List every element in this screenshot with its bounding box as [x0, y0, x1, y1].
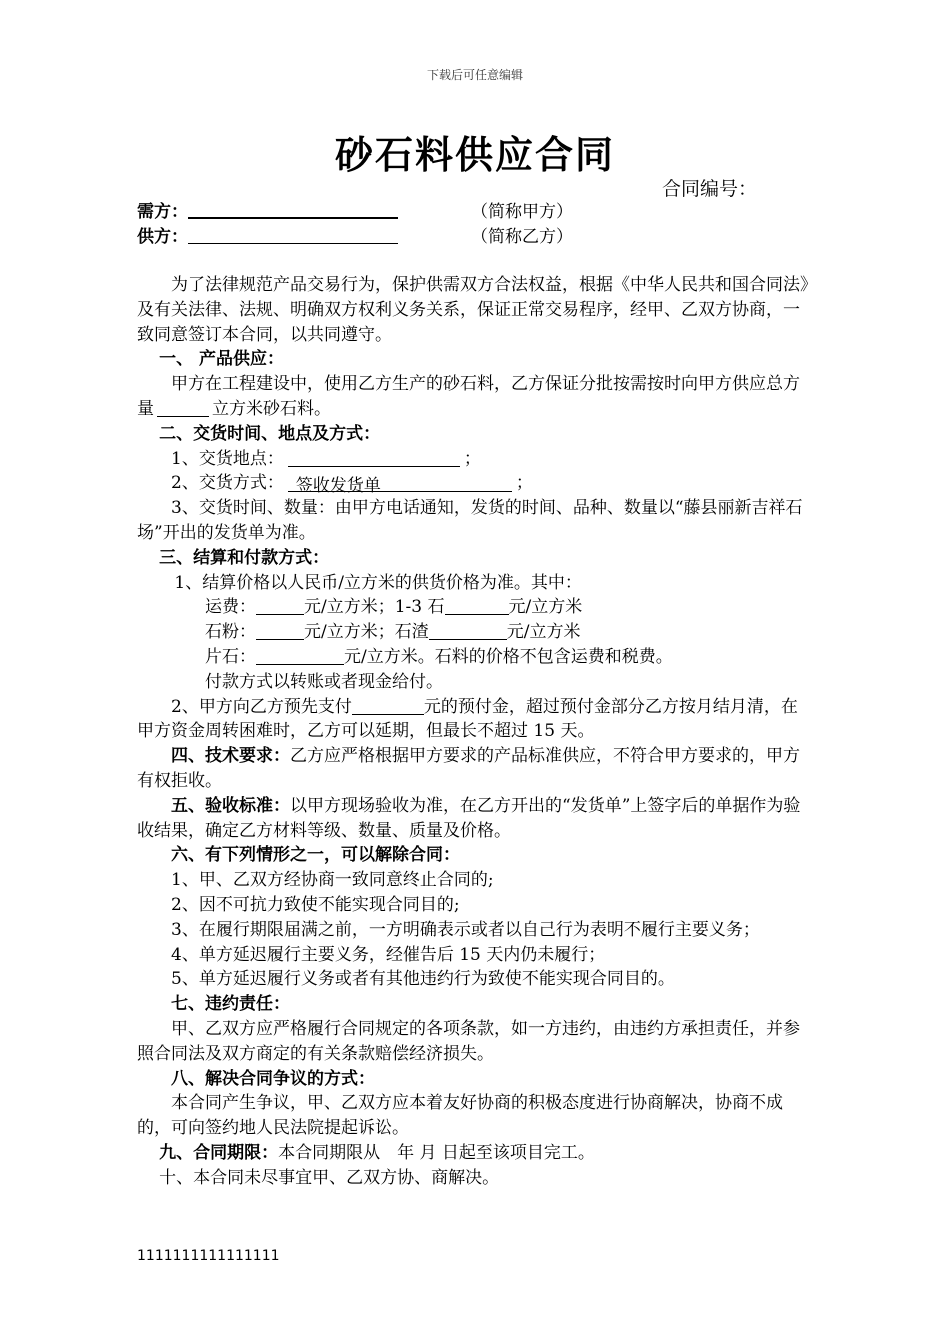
contract-body: [137, 273, 809, 1190]
section-4: [137, 744, 809, 794]
slag-price-field[interactable]: [429, 621, 507, 640]
section-8-text: 本合同产生争议，甲、乙双方应本着友好协商的积极态度进行协商解决，协商不成的，可向签约地人民法院提起诉讼。: [137, 1093, 783, 1139]
freight-label: 运费：: [205, 597, 256, 618]
section-10: [137, 1166, 809, 1191]
seller-line: [137, 225, 573, 249]
section-1-text-b: 立方米砂石料。: [212, 398, 331, 419]
section-5-heading: 五、验收标准：: [171, 795, 290, 816]
section-7-heading: 七、违约责任：: [171, 994, 290, 1015]
delivery-location-end: ；: [463, 448, 481, 469]
powder-unit: 元/立方米；: [304, 622, 395, 643]
contract-number-label: 合同编号：: [662, 178, 758, 200]
stone-13-price-field[interactable]: [445, 596, 509, 615]
flake-line: [137, 645, 809, 670]
slag-unit: 元/立方米: [506, 622, 581, 643]
section-4-heading: 四、技术要求：: [171, 746, 290, 767]
section-7-text: 甲、乙双方应严格履行合同规定的各项条款，如一方违约，由违约方承担责任，并参照合同法及双方商定的有关条款赔偿经济损失。: [137, 1018, 800, 1064]
powder-price-field[interactable]: [256, 621, 304, 640]
termination-item-4: 4、单方延迟履行主要义务，经催告后 15 天内仍未履行；: [171, 944, 606, 965]
section-9-text: 本合同期限从 年 月 日起至该项目完工。: [278, 1142, 595, 1163]
powder-label: 石粉：: [205, 622, 256, 643]
flake-price-field[interactable]: [256, 646, 344, 665]
section-1-text-a: 甲方在工程建设中，使用乙方生产的砂石料，乙方保证分批按需按时向甲方供应总方量: [137, 374, 800, 419]
buyer-abbr: （简称甲方）: [471, 202, 573, 222]
termination-item-3: 3、在履行期限届满之前，一方明确表示或者以自己行为表明不履行主要义务；: [171, 919, 760, 940]
powder-line: [137, 620, 809, 645]
section-5-text: 以甲方现场验收为准，在乙方开出的“发货单”上签字后的单据作为验收结果，确定乙方材料等级、数量、质量及价格。: [137, 795, 801, 841]
termination-item-1: 1、甲、乙双方经协商一致同意终止合同的;: [171, 870, 494, 891]
stone-13-unit: 元/立方米: [508, 597, 583, 618]
delivery-location-label: 1、交货地点：: [171, 448, 284, 469]
freight-line: [137, 595, 809, 620]
delivery-method-field[interactable]: 签收发货单: [288, 474, 512, 492]
delivery-method-end: ；: [515, 473, 533, 494]
seller-abbr: （简称乙方）: [471, 227, 573, 247]
preamble: 为了法律规范产品交易行为，保护供需双方合法权益，根据《中华人民共和国合同法》及有关法律、法规、明确双方权利义务关系，保证正常交易程序，经甲、乙双方协商，一致同意签订本合同，以共同遵守。: [137, 275, 809, 345]
section-1-heading: 一、 产品供应：: [159, 349, 285, 370]
section-9-heading: 九、合同期限：: [159, 1142, 279, 1163]
section-1-text: [137, 372, 809, 422]
flake-tail: 元/立方米。石料的价格不包含运费和税费。: [344, 646, 673, 667]
termination-item-2: 2、因不可抗力致使不能实现合同目的;: [171, 894, 460, 915]
section-3-heading: 三、结算和付款方式：: [159, 547, 330, 568]
total-volume-field[interactable]: [157, 398, 209, 417]
footer-number: 1111111111111111: [137, 1248, 280, 1264]
prepayment-item: [137, 695, 809, 745]
delivery-time-item: 3、交货时间、数量：由甲方电话通知，发货的时间、品种、数量以“藤县丽新吉祥石场”开出的发货单为准。: [137, 498, 803, 543]
delivery-method-line: [137, 471, 809, 496]
section-9: [137, 1141, 809, 1166]
section-5: [137, 794, 809, 844]
buyer-name-field[interactable]: [188, 201, 398, 219]
delivery-location-line: [137, 447, 809, 472]
section-10-text: 十、本合同未尽事宜甲、乙双方协、商解决。: [159, 1167, 500, 1188]
delivery-location-field[interactable]: [288, 448, 460, 467]
slag-label: 石渣: [394, 622, 429, 643]
section-6-heading: 六、有下列情形之一，可以解除合同：: [171, 845, 460, 866]
document-title: 砂石料供应合同: [334, 132, 615, 177]
stone-13-label: 1-3 石: [394, 597, 445, 618]
prepayment-text-b: 元的预付金，超过预付金部分乙方按月结月清，在甲方资金周转困难时，乙方可以延期，但最长不超过 15 天。: [137, 696, 798, 742]
header-note: 下载后可任意编辑: [426, 68, 523, 82]
buyer-label: 需方：: [137, 202, 188, 222]
section-4-text: 乙方应严格根据甲方要求的产品标准供应，不符合甲方要求的，甲方有权拒收。: [137, 746, 800, 791]
settlement-item-1: 1、结算价格以人民币/立方米的供货价格为准。其中：: [174, 572, 582, 593]
delivery-method-label: 2、交货方式：: [171, 473, 284, 494]
freight-unit: 元/立方米；: [304, 597, 395, 618]
seller-label: 供方：: [137, 227, 188, 247]
termination-item-5: 5、单方延迟履行义务或者有其他违约行为致使不能实现合同目的。: [171, 969, 675, 990]
flake-label: 片石：: [205, 646, 256, 667]
prepayment-text-a: 2、甲方向乙方预先支付: [171, 696, 352, 717]
freight-price-field[interactable]: [256, 596, 304, 615]
section-2-heading: 二、交货时间、地点及方式：: [159, 423, 381, 444]
section-8-heading: 八、解决合同争议的方式：: [171, 1068, 375, 1089]
prepayment-amount-field[interactable]: [352, 696, 424, 715]
seller-name-field[interactable]: [188, 227, 398, 244]
buyer-line: [137, 200, 573, 224]
payment-method: 付款方式以转账或者现金给付。: [205, 671, 443, 692]
